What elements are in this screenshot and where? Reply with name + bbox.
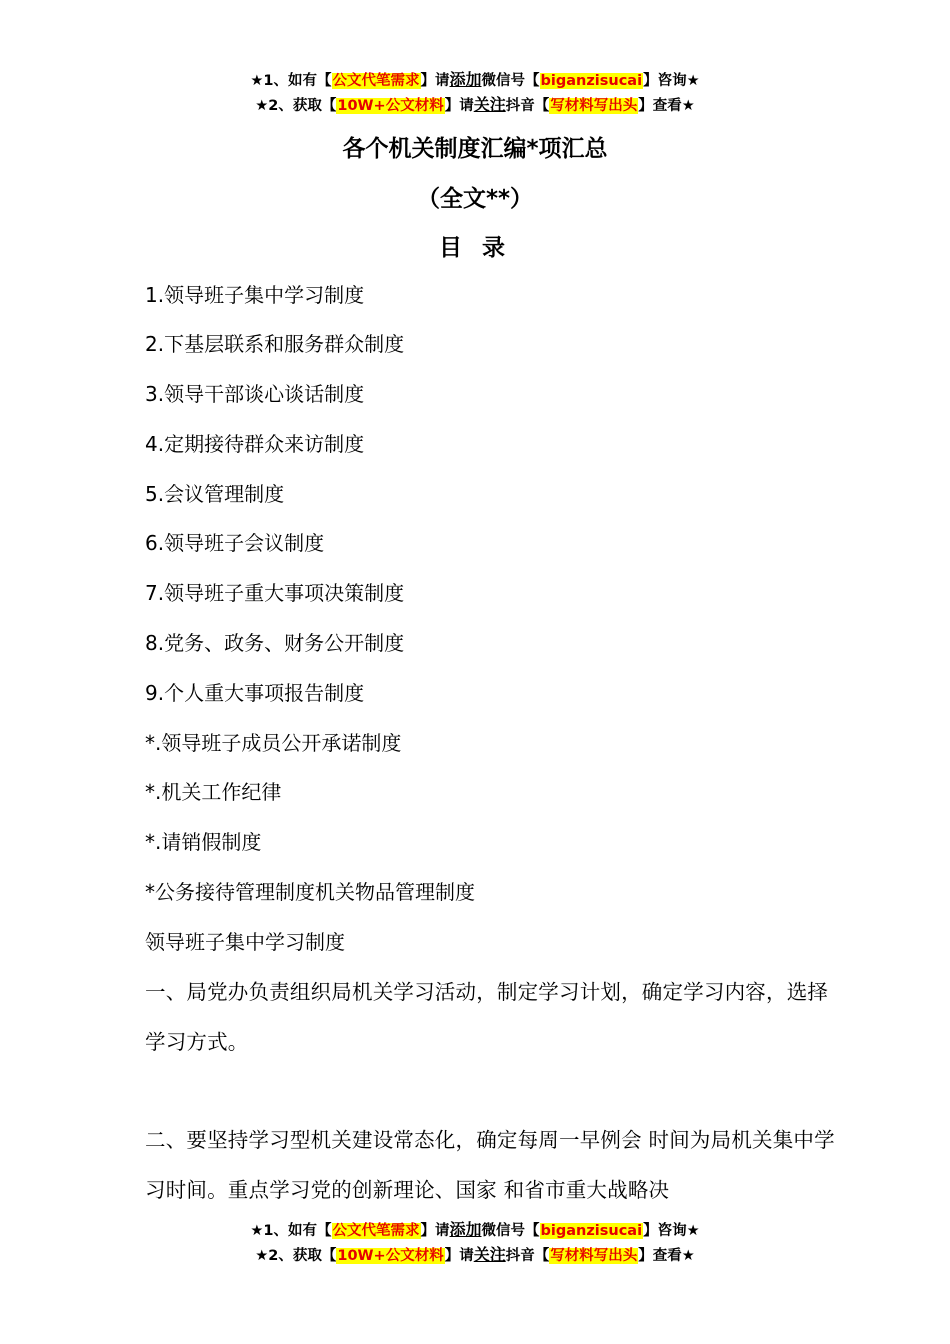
banner-text: 抖音【 [505, 98, 550, 114]
wechat-id-highlight: biganzisucai [540, 73, 643, 89]
toc-item[interactable]: 9.个人重大事项报告制度 [145, 681, 365, 705]
highlight-text: 10W+公文材料 [337, 1248, 444, 1264]
footer-banner [0, 1218, 950, 1268]
underlined-text: 添加 [449, 70, 482, 89]
banner-text: 】请 [444, 98, 474, 114]
underlined-text: 关注 [473, 95, 506, 114]
banner-line-1 [0, 1218, 950, 1243]
douyin-id-highlight: 写材料写出头 [550, 98, 638, 114]
banner-text: 】咨询★ [643, 73, 700, 89]
toc-item[interactable]: 6.领导班子会议制度 [145, 531, 325, 555]
banner-text: ★2、获取【 [255, 1248, 337, 1264]
banner-text: 】查看★ [638, 98, 695, 114]
highlight-text: 10W+公文材料 [337, 98, 444, 114]
banner-text: 】请 [420, 1223, 450, 1239]
header-banner [0, 68, 950, 118]
banner-text: 】查看★ [638, 1248, 695, 1264]
banner-text: 微信号【 [481, 1223, 540, 1239]
toc-item[interactable]: 1.领导班子集中学习制度 [145, 283, 365, 307]
banner-text: 】请 [420, 73, 450, 89]
body-paragraph-1: 一、局党办负责组织局机关学习活动，制定学习计划，确定学习内容，选择学习方式。 [145, 980, 829, 1054]
toc-item[interactable]: *.请销假制度 [145, 830, 262, 854]
banner-text: 】咨询★ [643, 1223, 700, 1239]
body-paragraph-2: 二、要坚持学习型机关建设常态化，确定每周一早例会 时间为局机关集中学习时间。重点学习党的创新理论、国家 和省市重大战略决 [145, 1128, 835, 1202]
toc-item[interactable]: *公务接待管理制度机关物品管理制度 [145, 880, 475, 904]
wechat-id-highlight: biganzisucai [540, 1223, 643, 1239]
banner-text: ★1、如有【 [250, 73, 332, 89]
underlined-text: 关注 [473, 1245, 506, 1264]
toc-item[interactable]: 2.下基层联系和服务群众制度 [145, 332, 405, 356]
banner-line-2 [0, 1243, 950, 1268]
toc-item[interactable]: 4.定期接待群众来访制度 [145, 432, 365, 456]
douyin-id-highlight: 写材料写出头 [550, 1248, 638, 1264]
document-title: 各个机关制度汇编*项汇总 [342, 136, 608, 162]
toc-item[interactable]: *.领导班子成员公开承诺制度 [145, 731, 402, 755]
toc-item[interactable]: 7.领导班子重大事项决策制度 [145, 581, 405, 605]
toc-heading: 目 录 [438, 235, 511, 261]
toc-item[interactable]: *.机关工作纪律 [145, 780, 282, 804]
banner-text: ★2、获取【 [255, 98, 337, 114]
document-subtitle: （全文**） [416, 186, 534, 212]
banner-text: 微信号【 [481, 73, 540, 89]
toc-item[interactable]: 5.会议管理制度 [145, 482, 285, 506]
banner-line-1 [0, 68, 950, 93]
toc-item[interactable]: 3.领导干部谈心谈话制度 [145, 382, 365, 406]
section-title: 领导班子集中学习制度 [145, 930, 345, 954]
highlight-text: 公文代笔需求 [332, 73, 420, 89]
banner-line-2 [0, 93, 950, 118]
banner-text: 】请 [444, 1248, 474, 1264]
toc-item[interactable]: 8.党务、政务、财务公开制度 [145, 631, 405, 655]
banner-text: 抖音【 [505, 1248, 550, 1264]
banner-text: ★1、如有【 [250, 1223, 332, 1239]
highlight-text: 公文代笔需求 [332, 1223, 420, 1239]
underlined-text: 添加 [449, 1220, 482, 1239]
